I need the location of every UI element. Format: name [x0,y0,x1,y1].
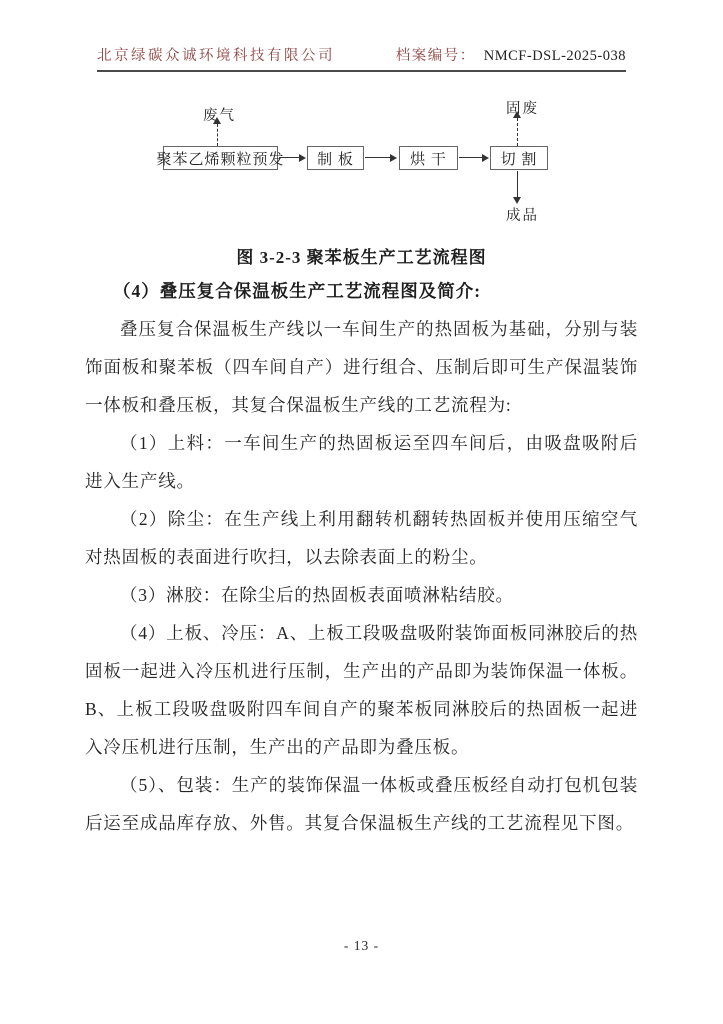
flow-step-board-making: 制 板 [307,146,364,170]
archive-number: NMCF-DSL-2025-038 [483,48,626,64]
archive-number-field [396,44,626,65]
paragraph-step-2: （2）除尘：在生产线上利用翻转机翻转热固板并使用压缩空气对热固板的表面进行吹扫，以去除表面上的粉尘。 [85,509,638,567]
product-arrow-icon [517,171,518,197]
paragraph-step-1: （1）上料：一车间生产的热固板运至四车间后，由吸盘吸附后进入生产线。 [85,433,638,491]
page-header [97,44,626,72]
waste-gas-label: 废气 [203,108,236,124]
paragraph-intro: 叠压复合保温板生产线以一车间生产的热固板为基础，分别与装饰面板和聚苯板（四车间自产）进行组合、压制后即可生产保温装饰一体板和叠压板，其复合保温板生产线的工艺流程为: [85,319,638,415]
flow-step-pre-expansion: 聚苯乙烯颗粒预发 [163,146,278,170]
page-number: - 13 - [343,938,380,953]
document-body [85,272,638,842]
waste-gas-arrow-icon [217,124,218,146]
paragraph-step-3: （3）淋胶：在除尘后的热固板表面喷淋粘结胶。 [120,585,514,605]
section-heading: （4）叠压复合保温板生产工艺流程图及简介: [113,281,482,301]
flow-arrow-3-icon [459,157,482,158]
solid-waste-label: 固废 [506,101,539,117]
paragraph-step-4: （4）上板、冷压：A、上板工段吸盘吸附装饰面板同淋胶后的热固板一起进入冷压机进行压制，生产出的产品即为装饰保温一体板。B、上板工段吸盘吸附四车间自产的聚苯板同淋胶后的热固板一起进入冷压机进行压制，生产出的产品即为叠压板。 [85,623,638,757]
flow-step-cutting: 切 割 [490,146,548,170]
flow-arrow-2-icon [365,157,390,158]
company-name: 北京绿碳众诚环境科技有限公司 [97,48,335,64]
figure-caption: 图 3-2-3 聚苯板生产工艺流程图 [236,248,487,267]
paragraph-step-5: （5）、包装：生产的装饰保温一体板或叠压板经自动打包机包装后运至成品库存放、外售。其复合保温板生产线的工艺流程见下图。 [85,775,638,833]
flow-step-drying: 烘 干 [399,146,458,170]
archive-label: 档案编号： [395,48,476,64]
solid-waste-arrow-icon [517,118,518,146]
flow-arrow-1-icon [279,157,299,158]
process-flowchart [0,95,723,230]
product-label: 成品 [506,208,539,224]
